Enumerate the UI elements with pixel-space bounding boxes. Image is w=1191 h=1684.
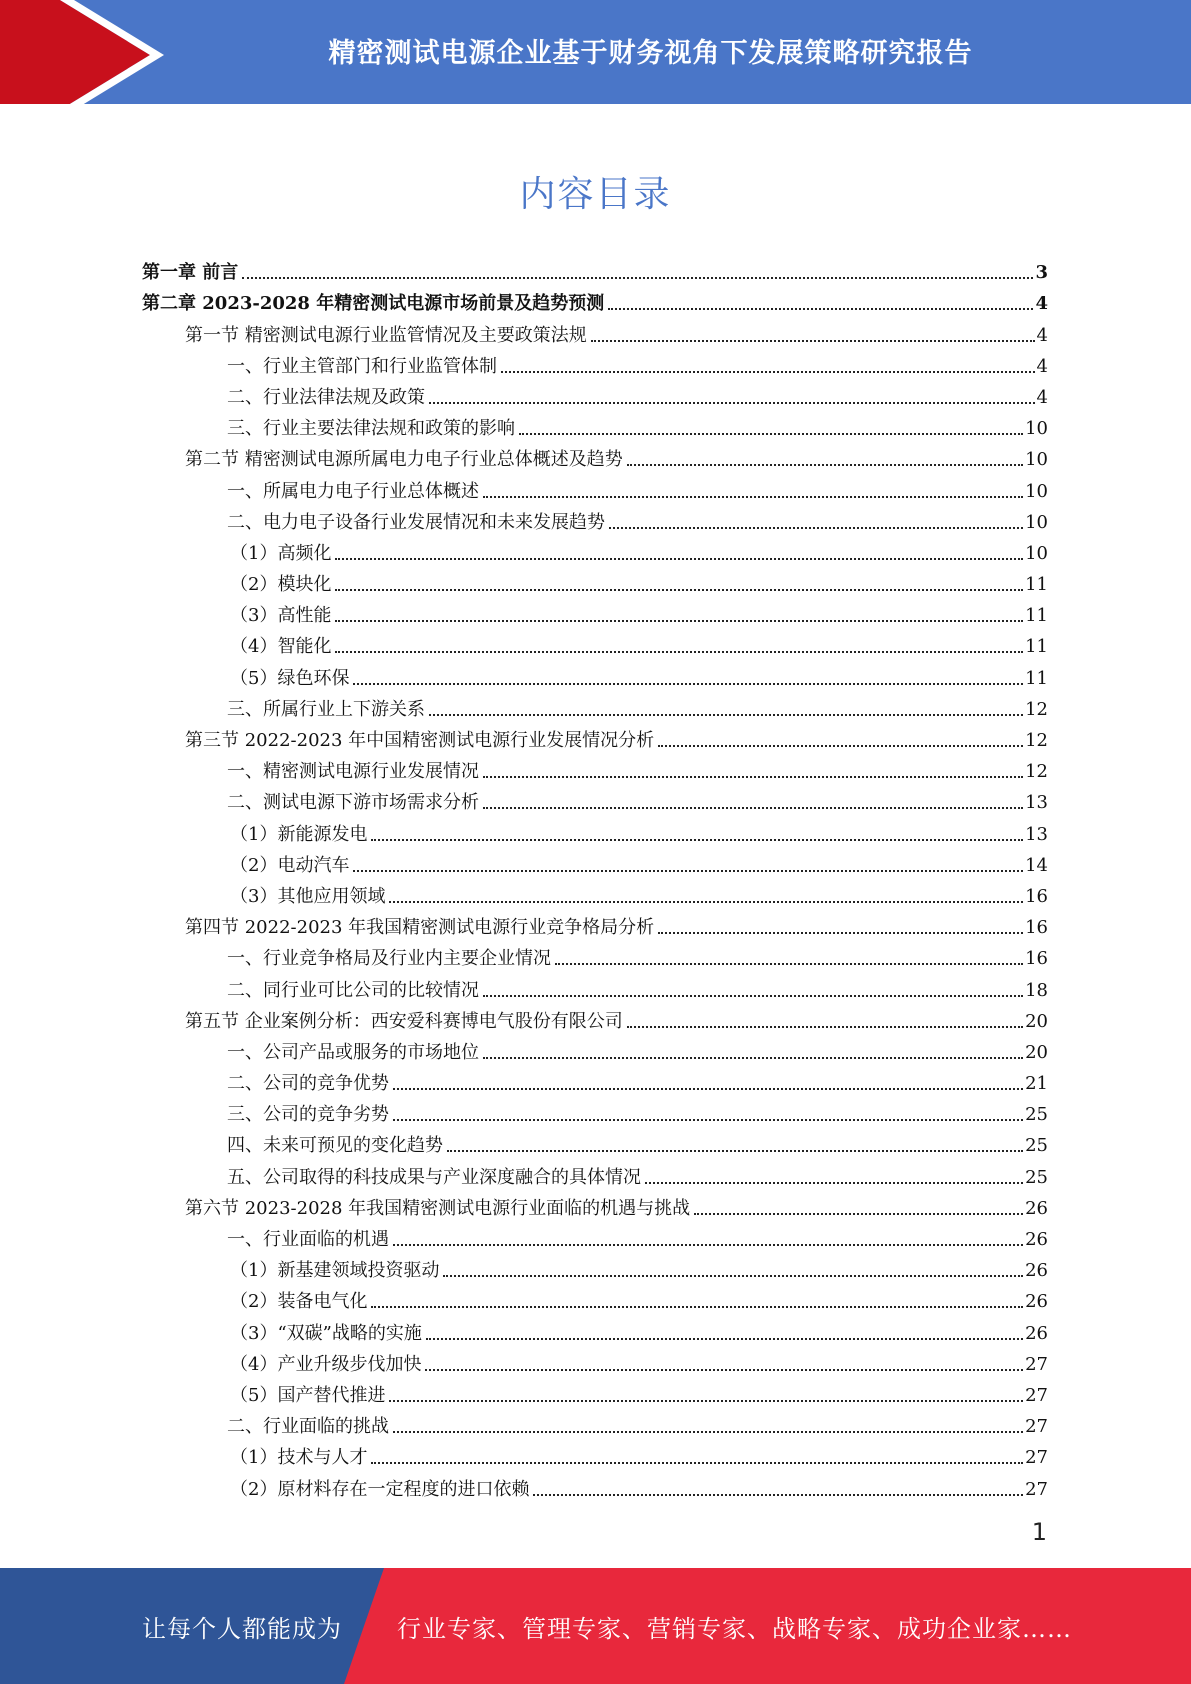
toc-entry-title: 第三节 2022-2023 年中国精密测试电源行业发展情况分析	[185, 730, 655, 751]
toc-entry[interactable]	[142, 1469, 1048, 1500]
toc-entry-title: （4）产业升级步伐加快	[230, 1353, 422, 1375]
toc-entry-page: 11	[1025, 667, 1048, 689]
toc-leader-dots	[335, 651, 1023, 653]
toc-entry-page: 26	[1025, 1291, 1048, 1313]
toc-entry-title: （5）绿色环保	[230, 667, 350, 689]
toc-entry-title: （3）高性能	[230, 605, 332, 627]
toc-leader-dots	[483, 776, 1023, 778]
toc-entry-page: 26	[1025, 1322, 1048, 1344]
toc-entry-page: 4	[1036, 386, 1048, 408]
toc-entry-title: 一、行业面临的机遇	[227, 1229, 389, 1250]
toc-entry[interactable]	[142, 1345, 1048, 1376]
toc-entry-title: （1）新能源发电	[230, 823, 368, 845]
toc-leader-dots	[447, 1150, 1023, 1152]
toc-leader-dots	[393, 1244, 1023, 1246]
footer-slogan-right: 行业专家、管理专家、营销专家、战略专家、成功企业家……	[397, 1614, 1072, 1643]
toc-entry-title: （4）智能化	[230, 636, 332, 658]
toc-entry-page: 10	[1025, 449, 1048, 471]
toc-entry-page: 27	[1025, 1478, 1048, 1500]
toc-entry-title: （2）模块化	[230, 574, 332, 596]
toc-entry-page: 20	[1025, 1010, 1048, 1032]
toc-leader-dots	[371, 1462, 1023, 1464]
toc-entry-page: 4	[1035, 293, 1048, 315]
toc-entry-title: 一、行业竞争格局及行业内主要企业情况	[227, 948, 551, 970]
toc-leader-dots	[393, 1431, 1023, 1433]
toc-entry-page: 27	[1025, 1447, 1048, 1469]
toc-entry-page: 25	[1025, 1135, 1048, 1157]
toc-entry-page: 21	[1025, 1073, 1048, 1095]
toc-entry-title: 二、行业面临的挑战	[227, 1416, 389, 1438]
toc-entry-page: 20	[1025, 1041, 1048, 1063]
toc-entry-title: 一、精密测试电源行业发展情况	[227, 761, 479, 783]
page-number: 1	[1031, 1518, 1047, 1546]
toc-entry-page: 10	[1025, 418, 1048, 440]
toc-leader-dots	[501, 371, 1035, 373]
toc-entry-title: （2）电动汽车	[230, 854, 350, 876]
toc-entry[interactable]	[142, 409, 1048, 440]
toc-entry[interactable]	[142, 1220, 1048, 1251]
toc-entry-title: 二、同行业可比公司的比较情况	[227, 979, 479, 1001]
toc-entry[interactable]	[142, 1251, 1048, 1282]
toc-leader-dots	[483, 807, 1023, 809]
toc-leader-dots	[627, 1026, 1023, 1028]
toc-leader-dots	[694, 1213, 1023, 1215]
toc-entry[interactable]	[142, 1313, 1048, 1344]
toc-entry-page: 12	[1025, 698, 1048, 720]
toc-entry-page: 26	[1025, 1229, 1048, 1250]
toc-entry[interactable]	[142, 846, 1048, 877]
toc-entry[interactable]	[142, 1282, 1048, 1313]
toc-leader-dots	[393, 1119, 1023, 1121]
toc-leader-dots	[353, 870, 1023, 872]
toc-leader-dots	[483, 1057, 1023, 1059]
toc-entry[interactable]	[142, 378, 1048, 409]
toc-entry-page: 25	[1025, 1104, 1048, 1126]
toc-entry[interactable]	[142, 1095, 1048, 1126]
toc-entry-title: 一、所属电力电子行业总体概述	[227, 480, 479, 502]
toc-entry-page: 12	[1025, 761, 1048, 783]
toc-entry-page: 11	[1025, 605, 1048, 627]
toc-entry-title: 二、电力电子设备行业发展情况和未来发展趋势	[227, 511, 605, 533]
toc-entry-page: 4	[1036, 355, 1048, 377]
toc-entry[interactable]	[142, 315, 1048, 346]
toc-entry-page: 18	[1025, 979, 1048, 1001]
toc-leader-dots	[658, 745, 1023, 747]
toc-entry[interactable]	[142, 939, 1048, 970]
toc-entry-title: 第二章 2023-2028 年精密测试电源市场前景及趋势预测	[142, 293, 605, 315]
toc-leader-dots	[483, 995, 1023, 997]
toc-leader-dots	[353, 683, 1023, 685]
toc-entry[interactable]	[142, 658, 1048, 689]
toc-entry[interactable]	[142, 1438, 1048, 1469]
toc-leader-dots	[609, 527, 1023, 529]
toc-entry[interactable]	[142, 534, 1048, 565]
toc-entry-page: 27	[1025, 1353, 1048, 1375]
footer-band	[0, 1568, 1191, 1684]
toc-leader-dots	[658, 932, 1023, 934]
toc-entry[interactable]	[142, 253, 1048, 284]
toc-leader-dots	[591, 340, 1035, 342]
toc-entry-title: 一、行业主管部门和行业监管体制	[227, 355, 497, 377]
toc-entry-title: （3）其他应用领域	[230, 885, 386, 907]
toc-entry-page: 16	[1025, 917, 1048, 939]
toc-entry-page: 3	[1035, 262, 1048, 284]
toc-entry[interactable]	[142, 1126, 1048, 1157]
toc-entry[interactable]	[142, 1376, 1048, 1407]
toc-entry-title: （1）技术与人才	[230, 1447, 368, 1469]
toc-leader-dots	[645, 1182, 1023, 1184]
toc-entry-page: 11	[1025, 636, 1048, 658]
toc-entry[interactable]	[142, 783, 1048, 814]
toc-entry-title: 第一节 精密测试电源行业监管情况及主要政策法规	[185, 324, 587, 346]
toc-entry-title: （1）高频化	[230, 542, 332, 564]
toc-entry-title: 二、公司的竞争优势	[227, 1073, 389, 1095]
toc-entry[interactable]	[142, 721, 1048, 752]
toc-leader-dots	[443, 1275, 1023, 1277]
toc-entry-title: 第五节 企业案例分析：西安爱科赛博电气股份有限公司	[185, 1010, 623, 1032]
header-bottom-edge	[0, 104, 1191, 110]
toc-entry-page: 25	[1025, 1166, 1048, 1188]
toc-entry[interactable]	[142, 1189, 1048, 1220]
table-of-contents	[142, 253, 1048, 1501]
toc-entry-title: 二、行业法律法规及政策	[227, 386, 425, 408]
toc-entry[interactable]	[142, 1407, 1048, 1438]
toc-entry-title: 三、行业主要法律法规和政策的影响	[227, 418, 515, 440]
toc-entry-title: 三、所属行业上下游关系	[227, 698, 425, 720]
toc-entry-title: 第四节 2022-2023 年我国精密测试电源行业竞争格局分析	[185, 917, 655, 939]
toc-entry-title: 二、测试电源下游市场需求分析	[227, 792, 479, 814]
toc-leader-dots	[389, 901, 1023, 903]
header-band	[0, 0, 1191, 110]
toc-entry-title: （5）国产替代推进	[230, 1384, 386, 1406]
toc-leader-dots	[627, 464, 1023, 466]
toc-entry[interactable]	[142, 1064, 1048, 1095]
toc-entry[interactable]	[142, 1002, 1048, 1033]
toc-entry-page: 10	[1025, 511, 1048, 533]
toc-entry-page: 26	[1025, 1197, 1048, 1219]
toc-entry-title: 一、公司产品或服务的市场地位	[227, 1041, 479, 1063]
toc-leader-dots	[425, 1369, 1023, 1371]
toc-entry[interactable]	[142, 908, 1048, 939]
toc-entry-page: 10	[1025, 542, 1048, 564]
toc-leader-dots	[335, 620, 1023, 622]
toc-leader-dots	[608, 308, 1033, 310]
toc-entry-page: 13	[1025, 792, 1048, 814]
toc-leader-dots	[429, 402, 1035, 404]
toc-leader-dots	[533, 1494, 1023, 1496]
toc-entry-title: （1）新基建领域投资驱动	[230, 1260, 440, 1282]
toc-entry-page: 12	[1025, 730, 1048, 751]
toc-entry-title: （2）装备电气化	[230, 1291, 368, 1313]
toc-entry-page: 27	[1025, 1384, 1048, 1406]
toc-entry-page: 27	[1025, 1416, 1048, 1438]
toc-entry[interactable]	[142, 440, 1048, 471]
toc-entry[interactable]	[142, 565, 1048, 596]
toc-entry-page: 13	[1025, 823, 1048, 845]
toc-entry-page: 10	[1025, 480, 1048, 502]
toc-entry[interactable]	[142, 690, 1048, 721]
toc-leader-dots	[426, 1338, 1023, 1340]
toc-entry-title: 第一章 前言	[142, 262, 239, 284]
toc-entry[interactable]	[142, 752, 1048, 783]
toc-leader-dots	[335, 589, 1023, 591]
toc-leader-dots	[483, 496, 1023, 498]
toc-leader-dots	[335, 558, 1023, 560]
toc-entry-page: 26	[1025, 1260, 1048, 1282]
toc-entry[interactable]	[142, 284, 1048, 315]
toc-entry-title: 五、公司取得的科技成果与产业深度融合的具体情况	[227, 1166, 641, 1188]
toc-entry[interactable]	[142, 814, 1048, 845]
toc-entry[interactable]	[142, 471, 1048, 502]
toc-entry-title: （3）“双碳”战略的实施	[230, 1322, 422, 1344]
toc-leader-dots	[393, 1088, 1023, 1090]
toc-entry-title: 三、公司的竞争劣势	[227, 1104, 389, 1126]
toc-entry[interactable]	[142, 596, 1048, 627]
toc-heading: 内容目录	[519, 174, 672, 215]
toc-entry-title: 四、未来可预见的变化趋势	[227, 1135, 443, 1157]
header-red-chevron	[0, 0, 150, 110]
toc-entry[interactable]	[142, 627, 1048, 658]
toc-leader-dots	[555, 963, 1023, 965]
toc-entry-page: 16	[1025, 948, 1048, 970]
toc-entry-title: 第六节 2023-2028 年我国精密测试电源行业面临的机遇与挑战	[185, 1197, 691, 1219]
toc-entry-page: 4	[1036, 324, 1048, 346]
toc-leader-dots	[371, 1306, 1023, 1308]
toc-entry[interactable]	[142, 970, 1048, 1001]
toc-leader-dots	[389, 1400, 1023, 1402]
toc-leader-dots	[242, 277, 1033, 279]
toc-entry-page: 14	[1025, 854, 1048, 876]
toc-entry[interactable]	[142, 877, 1048, 908]
toc-entry[interactable]	[142, 503, 1048, 534]
toc-entry-title: 第二节 精密测试电源所属电力电子行业总体概述及趋势	[185, 449, 623, 471]
toc-entry[interactable]	[142, 1157, 1048, 1188]
toc-entry-title: （2）原材料存在一定程度的进口依赖	[230, 1478, 530, 1500]
toc-leader-dots	[371, 839, 1023, 841]
toc-entry[interactable]	[142, 347, 1048, 378]
toc-entry-page: 11	[1025, 574, 1048, 596]
toc-leader-dots	[429, 714, 1023, 716]
toc-entry-page: 16	[1025, 885, 1048, 907]
toc-leader-dots	[519, 433, 1023, 435]
toc-entry[interactable]	[142, 1033, 1048, 1064]
footer-slogan-left: 让每个人都能成为	[142, 1614, 342, 1643]
document-title: 精密测试电源企业基于财务视角下发展策略研究报告	[328, 37, 973, 69]
